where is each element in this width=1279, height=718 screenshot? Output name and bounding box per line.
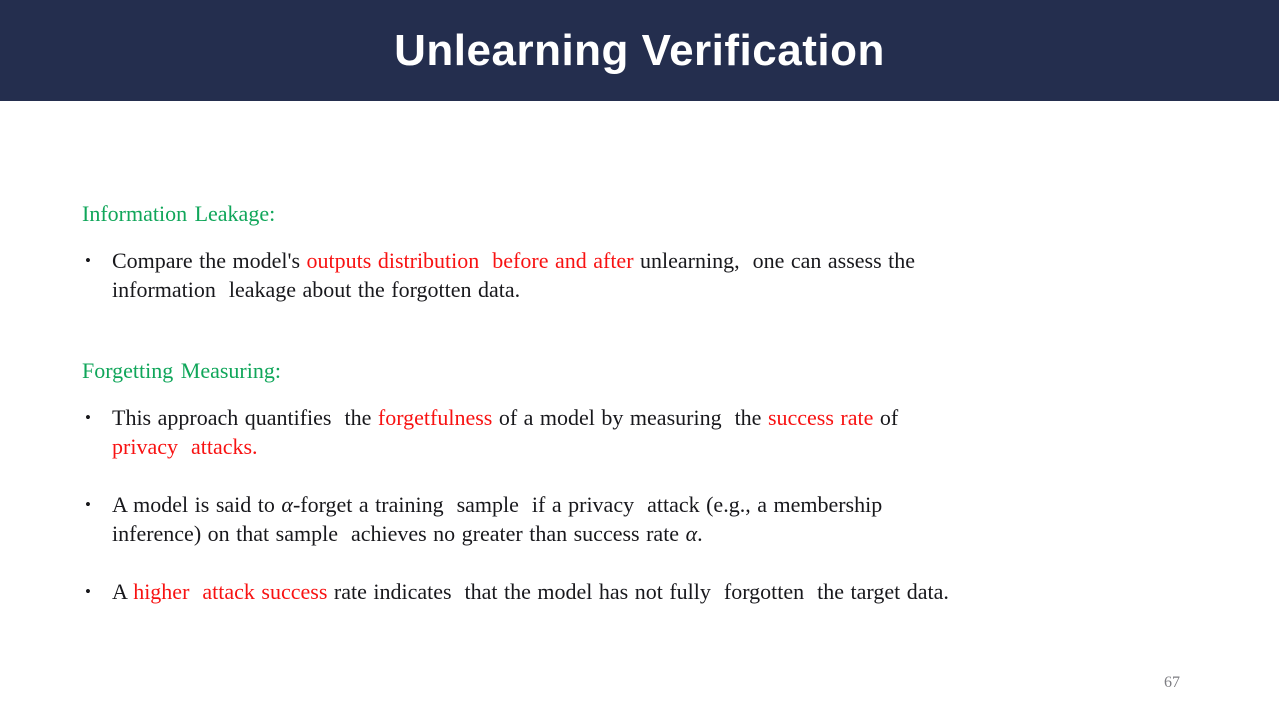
- bullet-item: [82, 490, 1102, 548]
- body-text: Compare the model's: [112, 248, 307, 273]
- body-text: of: [873, 405, 899, 430]
- slide-title: Unlearning Verification: [394, 25, 885, 75]
- bullet-text: [112, 403, 898, 461]
- section-heading: Forgetting Measuring:: [82, 358, 281, 383]
- bullet-item: [82, 403, 1102, 461]
- body-text: A model is said to: [112, 492, 282, 517]
- emphasis-text: forgetfulness: [377, 405, 493, 430]
- bullet-text: [112, 577, 949, 606]
- bullet-icon: •: [85, 408, 91, 427]
- text-line: [112, 403, 898, 432]
- text-line: [112, 275, 915, 304]
- slide-title-bar: [0, 0, 1279, 101]
- bullet-icon: •: [85, 495, 91, 514]
- bullet-text: [112, 490, 882, 548]
- slide-section: [82, 360, 1102, 606]
- slide-body: [82, 101, 1102, 606]
- bullet-text: [112, 246, 915, 304]
- body-text: rate indicates that the model has not fully forgotten the target data.: [327, 579, 949, 604]
- emphasis-text: privacy attacks.: [112, 434, 258, 459]
- body-text: -forget a training sample if a privacy attack (e.g., a membership: [292, 492, 883, 517]
- emphasis-text: higher attack success: [133, 579, 328, 604]
- text-line: [112, 432, 898, 461]
- slide-section: [82, 203, 1102, 304]
- section-heading: Information Leakage:: [82, 201, 276, 226]
- bullet-icon: •: [85, 251, 91, 270]
- body-text: .: [697, 521, 703, 546]
- body-text: inference) on that sample achieves no greater than success rate: [112, 521, 686, 546]
- body-text: A: [112, 579, 134, 604]
- bullet-item: [82, 246, 1102, 304]
- page-number: 67: [1164, 674, 1180, 691]
- emphasis-text: success rate: [767, 405, 874, 430]
- text-line: [112, 490, 882, 519]
- body-text: α: [281, 492, 293, 517]
- body-text: α: [685, 521, 698, 546]
- bullet-item: [82, 577, 1102, 606]
- body-text: unlearning, one can assess the: [633, 248, 916, 273]
- body-text: of a model by measuring the: [492, 405, 768, 430]
- bullet-icon: •: [85, 582, 91, 601]
- text-line: [112, 246, 915, 275]
- emphasis-text: outputs distribution before and after: [306, 248, 634, 273]
- body-text: information leakage about the forgotten data.: [112, 277, 521, 302]
- text-line: [112, 577, 949, 606]
- body-text: This approach quantifies the: [112, 405, 378, 430]
- text-line: [112, 519, 882, 548]
